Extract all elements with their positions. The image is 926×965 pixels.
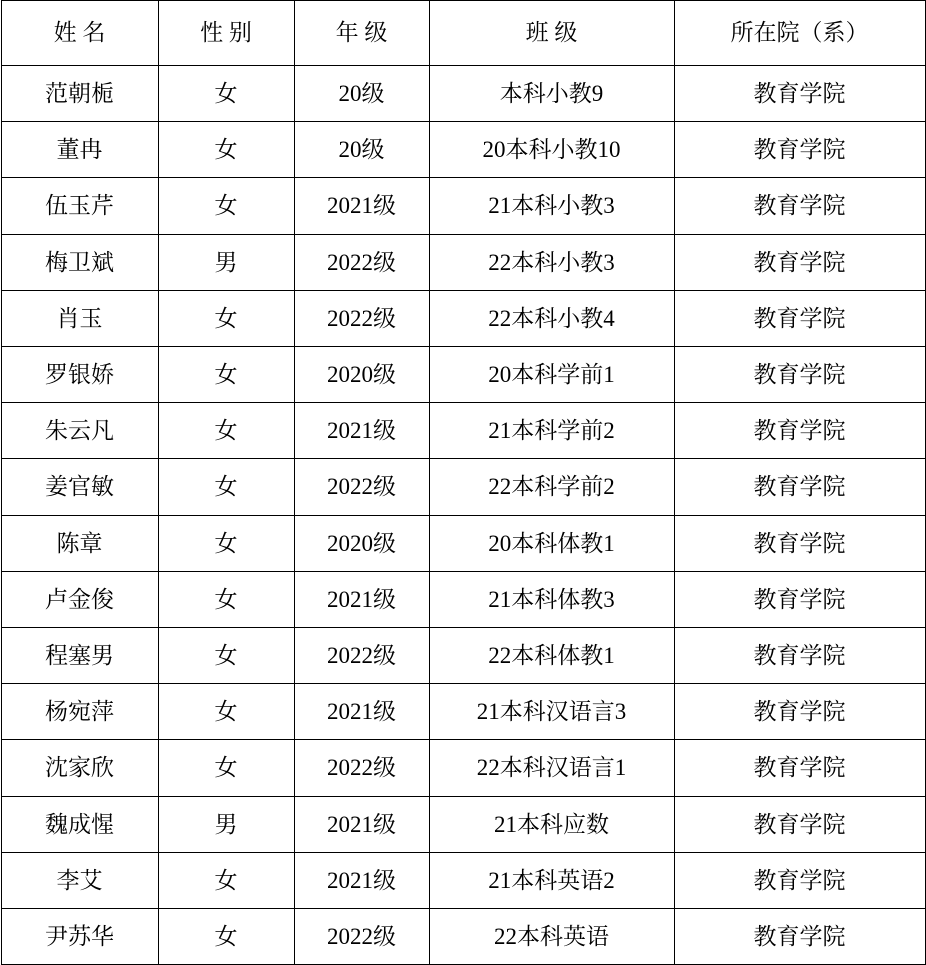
cell-gender: 男 bbox=[158, 234, 294, 290]
cell-college: 教育学院 bbox=[674, 234, 925, 290]
cell-name: 卢金俊 bbox=[1, 571, 158, 627]
cell-class: 本科小教9 bbox=[429, 66, 674, 122]
cell-gender: 女 bbox=[158, 178, 294, 234]
column-header-college: 所在院（系） bbox=[674, 1, 925, 66]
cell-gender: 女 bbox=[158, 909, 294, 965]
cell-class: 20本科学前1 bbox=[429, 347, 674, 403]
cell-grade: 2022级 bbox=[294, 740, 429, 796]
cell-gender: 女 bbox=[158, 347, 294, 403]
cell-grade: 2022级 bbox=[294, 459, 429, 515]
cell-class: 21本科英语2 bbox=[429, 852, 674, 908]
cell-grade: 2022级 bbox=[294, 628, 429, 684]
cell-class: 22本科小教3 bbox=[429, 234, 674, 290]
cell-college: 教育学院 bbox=[674, 684, 925, 740]
cell-gender: 女 bbox=[158, 290, 294, 346]
cell-gender: 女 bbox=[158, 628, 294, 684]
cell-college: 教育学院 bbox=[674, 403, 925, 459]
cell-class: 21本科应数 bbox=[429, 796, 674, 852]
cell-college: 教育学院 bbox=[674, 347, 925, 403]
cell-name: 董冉 bbox=[1, 122, 158, 178]
cell-name: 梅卫斌 bbox=[1, 234, 158, 290]
cell-gender: 男 bbox=[158, 796, 294, 852]
cell-college: 教育学院 bbox=[674, 909, 925, 965]
cell-class: 21本科学前2 bbox=[429, 403, 674, 459]
cell-college: 教育学院 bbox=[674, 740, 925, 796]
cell-grade: 2021级 bbox=[294, 796, 429, 852]
table-header-row bbox=[1, 1, 925, 66]
table-row bbox=[1, 909, 925, 965]
table-row bbox=[1, 178, 925, 234]
cell-college: 教育学院 bbox=[674, 290, 925, 346]
cell-class: 21本科汉语言3 bbox=[429, 684, 674, 740]
table-row bbox=[1, 290, 925, 346]
cell-college: 教育学院 bbox=[674, 122, 925, 178]
cell-grade: 2022级 bbox=[294, 909, 429, 965]
cell-grade: 2022级 bbox=[294, 234, 429, 290]
cell-name: 魏成惺 bbox=[1, 796, 158, 852]
cell-gender: 女 bbox=[158, 515, 294, 571]
table-row bbox=[1, 403, 925, 459]
cell-grade: 2021级 bbox=[294, 571, 429, 627]
cell-gender: 女 bbox=[158, 571, 294, 627]
cell-name: 朱云凡 bbox=[1, 403, 158, 459]
cell-gender: 女 bbox=[158, 403, 294, 459]
cell-class: 22本科英语 bbox=[429, 909, 674, 965]
cell-gender: 女 bbox=[158, 122, 294, 178]
cell-grade: 2021级 bbox=[294, 403, 429, 459]
cell-name: 尹苏华 bbox=[1, 909, 158, 965]
cell-college: 教育学院 bbox=[674, 66, 925, 122]
cell-class: 20本科小教10 bbox=[429, 122, 674, 178]
cell-name: 陈章 bbox=[1, 515, 158, 571]
table-row bbox=[1, 66, 925, 122]
table-row bbox=[1, 515, 925, 571]
cell-name: 范朝栀 bbox=[1, 66, 158, 122]
cell-college: 教育学院 bbox=[674, 459, 925, 515]
cell-class: 21本科体教3 bbox=[429, 571, 674, 627]
student-roster-table bbox=[1, 0, 926, 965]
column-header-gender: 性 别 bbox=[158, 1, 294, 66]
cell-class: 22本科汉语言1 bbox=[429, 740, 674, 796]
cell-college: 教育学院 bbox=[674, 178, 925, 234]
cell-name: 程塞男 bbox=[1, 628, 158, 684]
cell-grade: 20级 bbox=[294, 66, 429, 122]
table-row bbox=[1, 122, 925, 178]
table-row bbox=[1, 234, 925, 290]
cell-name: 杨宛萍 bbox=[1, 684, 158, 740]
cell-grade: 20级 bbox=[294, 122, 429, 178]
cell-college: 教育学院 bbox=[674, 796, 925, 852]
cell-grade: 2020级 bbox=[294, 347, 429, 403]
cell-gender: 女 bbox=[158, 852, 294, 908]
table-row bbox=[1, 740, 925, 796]
cell-name: 李艾 bbox=[1, 852, 158, 908]
cell-gender: 女 bbox=[158, 459, 294, 515]
cell-grade: 2021级 bbox=[294, 178, 429, 234]
cell-class: 21本科小教3 bbox=[429, 178, 674, 234]
cell-name: 肖玉 bbox=[1, 290, 158, 346]
table-body bbox=[1, 66, 925, 965]
cell-name: 沈家欣 bbox=[1, 740, 158, 796]
table-row bbox=[1, 571, 925, 627]
table-row bbox=[1, 796, 925, 852]
table-row bbox=[1, 347, 925, 403]
cell-college: 教育学院 bbox=[674, 852, 925, 908]
table-row bbox=[1, 852, 925, 908]
cell-grade: 2021级 bbox=[294, 684, 429, 740]
column-header-name: 姓 名 bbox=[1, 1, 158, 66]
cell-name: 伍玉芹 bbox=[1, 178, 158, 234]
cell-gender: 女 bbox=[158, 66, 294, 122]
cell-class: 20本科体教1 bbox=[429, 515, 674, 571]
cell-class: 22本科体教1 bbox=[429, 628, 674, 684]
table-row bbox=[1, 628, 925, 684]
column-header-class: 班 级 bbox=[429, 1, 674, 66]
cell-college: 教育学院 bbox=[674, 515, 925, 571]
cell-grade: 2020级 bbox=[294, 515, 429, 571]
cell-grade: 2022级 bbox=[294, 290, 429, 346]
table-row bbox=[1, 684, 925, 740]
cell-name: 罗银娇 bbox=[1, 347, 158, 403]
table-row bbox=[1, 459, 925, 515]
table-header bbox=[1, 1, 925, 66]
cell-grade: 2021级 bbox=[294, 852, 429, 908]
cell-class: 22本科小教4 bbox=[429, 290, 674, 346]
cell-college: 教育学院 bbox=[674, 628, 925, 684]
cell-gender: 女 bbox=[158, 740, 294, 796]
cell-college: 教育学院 bbox=[674, 571, 925, 627]
cell-name: 姜官敏 bbox=[1, 459, 158, 515]
column-header-grade: 年 级 bbox=[294, 1, 429, 66]
cell-gender: 女 bbox=[158, 684, 294, 740]
cell-class: 22本科学前2 bbox=[429, 459, 674, 515]
